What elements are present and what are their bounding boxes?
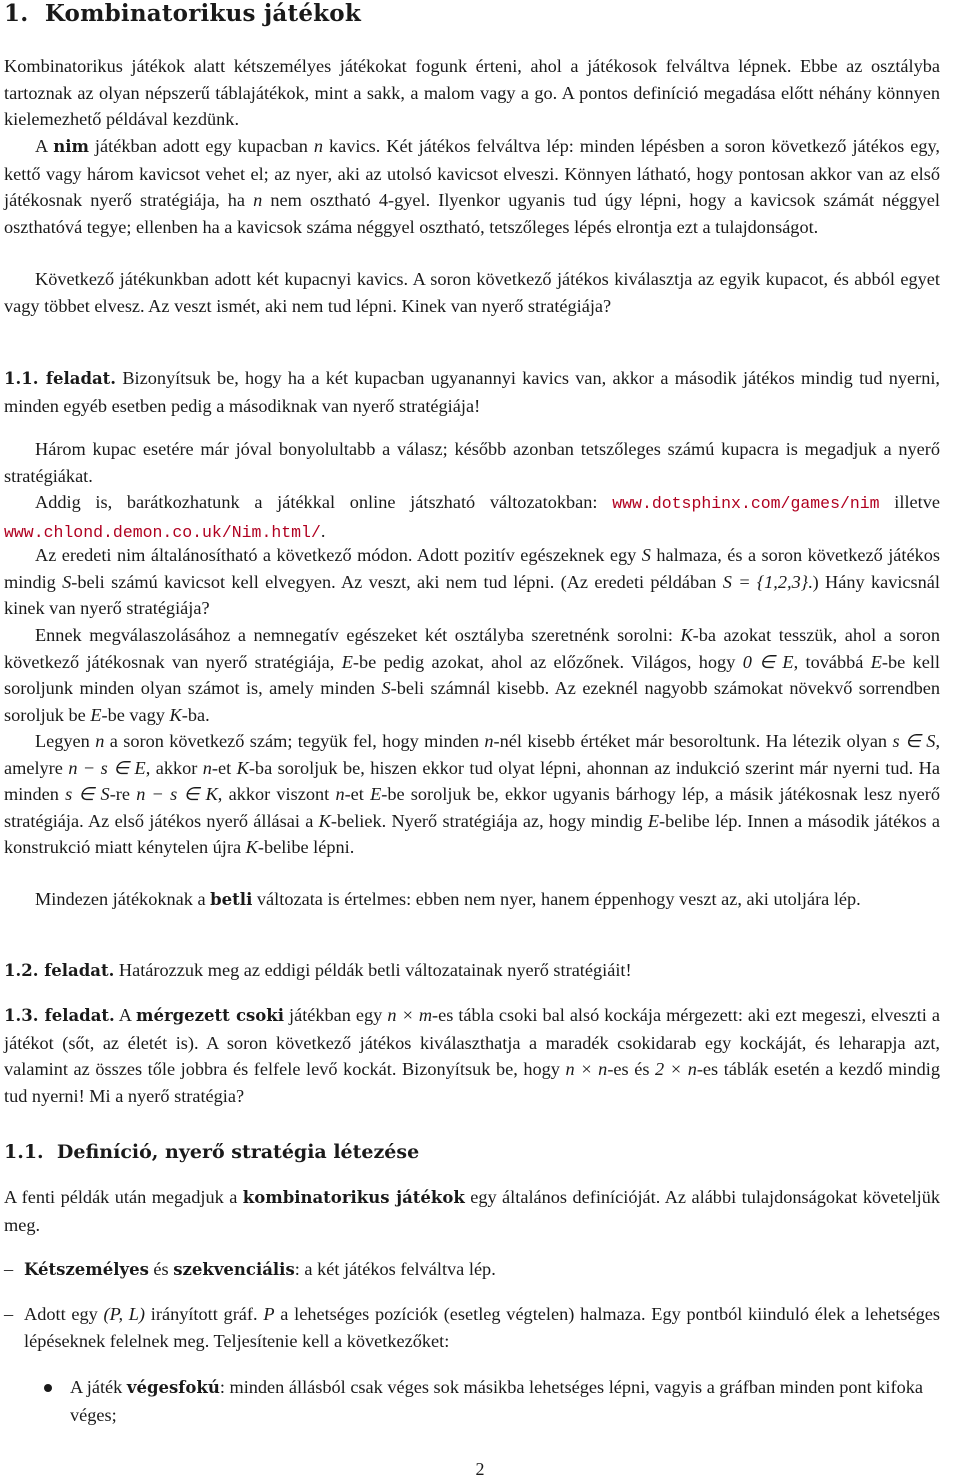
- classification-paragraph: Ennek megválaszolásához a nemnegatív egészeket két osztályba szeretnénk sorolni: K-ba azokat tesszük, ahol a soron következő játékosnak van nyerő stratégiája, E-be pedig azokat, ahol az előzőnek. Világos, hogy 0 ∈ E, továbbá E-be kell soroljunk minden olyan számot is, amely minden S-beli számnál kisebb. Az ezeknél nagyobb számokat növekvő sorrendben soroljuk be E-be vagy K-ba.: [4, 625, 941, 725]
- dash-marker: –: [4, 1304, 14, 1324]
- exercise-1-1: 1.1. feladat. Bizonyítsuk be, hogy ha a két kupacban ugyanannyi kavics van, akkor a második játékos mindig tud nyerni, minden egyéb esetben pedig a másodiknak van nyerő stratégiája!: [4, 368, 940, 416]
- page-number: 2: [475, 1459, 485, 1479]
- exercise-label: 1.2. feladat.: [4, 961, 115, 980]
- list-item: – Kétszemélyes és szekvenciális: a két játékos felváltva lép.: [4, 1256, 940, 1284]
- exercise-1-3: 1.3. feladat. A mérgezett csoki játékban egy n × m-es tábla csoki bal alsó kockája mérgezett: aki ezt megeszi, elveszti a játékot (sőt, az életét is). A soron következő játékos kiválaszthatja a maradék csokidarab egy kockáját, és leharapja azt, valamint az összes tőle jobbra és felfele levő kockát. Bizonyítsuk be, hogy n × n-es és 2 × n-es táblák esetén a kezdő mindig tud nyerni! Mi a nyerő stratégia?: [4, 1005, 941, 1106]
- intro-paragraph: Kombinatorikus játékok alatt kétszemélyes játékokat fogunk érteni, ahol a játékosok felváltva lépnek. Ebbe az osztályba tartoznak az olyan népszerű táblajátékok, mint a sakk, a malom vagy a go. A pontos definíció megadása előtt néhány könnyen kielemezhető példával kezdünk.: [4, 56, 940, 130]
- link-chlond[interactable]: www.chlond.demon.co.uk/Nim.html/: [4, 522, 321, 542]
- bullet-icon: [44, 1384, 52, 1392]
- online-links-paragraph: Addig is, barátkozhatunk a játékkal online játszható változatokban: www.dotsphinx.com/games/nim illetve www.chlond.demon.co.uk/Nim.html/.: [4, 492, 940, 542]
- exercise-1-2: 1.2. feladat. Határozzuk meg az eddigi példák betli változatainak nyerő stratégiáit!: [4, 960, 632, 980]
- list-item: A játék végesfokú: minden állásból csak véges sok másikba lehetséges lépni, vagyis a gráfban minden pont kifoka véges;: [44, 1374, 940, 1428]
- induction-paragraph: Legyen n a soron következő szám; tegyük fel, hogy minden n-nél kisebb értéket már besoroltunk. Ha létezik olyan s ∈ S, amelyre n − s ∈ E, akkor n-et K-ba soroljuk be, hiszen ekkor tud olyat lépni, ahonnan az indukció szerint már nyerni tud. Ha minden s ∈ S-re n − s ∈ K, akkor viszont n-et E-be soroljuk be, ekkor ugyanis bárhogy lép, a másik játékosnak lesz nyerő stratégiája. Az első játékos nyerő állásai a K-beliek. Nyerő stratégiája az, hogy mindig E-belibe lép. Innen a második játékos a konstrukció miatt kénytelen újra K-belibe lépni.: [4, 731, 941, 858]
- three-heap-paragraph: Három kupac esetére már jóval bonyolultabb a válasz; később azonban tetszőleges számú kupacra is megadjuk a nyerő stratégiákat.: [4, 439, 940, 486]
- section-title: 1. Kombinatorikus játékok: [4, 0, 361, 27]
- generalization-paragraph: Az eredeti nim általánosítható a következő módon. Adott pozitív egészeknek egy S halmaza, és a soron következő játékos mindig S-beli számú kavicsot kell elvegyen. Az veszt, aki nem tud lépni. (Az eredeti példában S = {1,2,3}.) Hány kavicsnál kinek van nyerő stratégiája?: [4, 545, 940, 619]
- two-heap-paragraph: Következő játékunkban adott két kupacnyi kavics. A soron következő játékos kiválasztja az egyik kupacot, és abból egyet vagy többet elvesz. Az veszt ismét, aki nem tud lépni. Kinek van nyerő stratégiája?: [4, 269, 940, 316]
- subsection-title: 1.1. Definíció, nyerő stratégia létezése: [4, 1141, 420, 1163]
- link-dotsphinx[interactable]: www.dotsphinx.com/games/nim: [612, 494, 880, 513]
- betli-paragraph: Mindezen játékoknak a betli változata is értelmes: ebben nem nyer, hanem éppenhogy veszt az, aki utoljára lép.: [35, 889, 861, 909]
- exercise-label: 1.3. feladat.: [4, 1006, 115, 1025]
- list-item: – Adott egy (P, L) irányított gráf. P a lehetséges pozíciók (esetleg végtelen) halmaza. Egy pontból kiinduló élek a lehetséges lépéseknek felelnek meg. Teljesítenie kell a következőket:: [4, 1301, 940, 1354]
- exercise-label: 1.1. feladat.: [4, 369, 117, 388]
- definition-intro-paragraph: A fenti példák után megadjuk a kombinatorikus játékok egy általános definícióját. Az alábbi tulajdonságokat követeljük meg.: [4, 1187, 940, 1235]
- nim-paragraph: A nim játékban adott egy kupacban n kavics. Két játékos felváltva lép: minden lépésben a soron következő játékos egy, kettő vagy három kavicsot vehet el; az nyer, aki az utolsó kavicsot elveszi. Könnyen látható, hogy pontosan akkor van az első játékosnak nyerő stratégiája, ha n nem osztható 4-gyel. Ilyenkor ugyanis tud úgy lépni, hogy a kavicsok számát néggyel oszthatóvá tegye; ellenben ha a kavicsok száma néggyel osztható, tetszőleges lépés elrontja ezt a tulajdonságot.: [4, 136, 941, 237]
- dash-marker: –: [4, 1259, 14, 1279]
